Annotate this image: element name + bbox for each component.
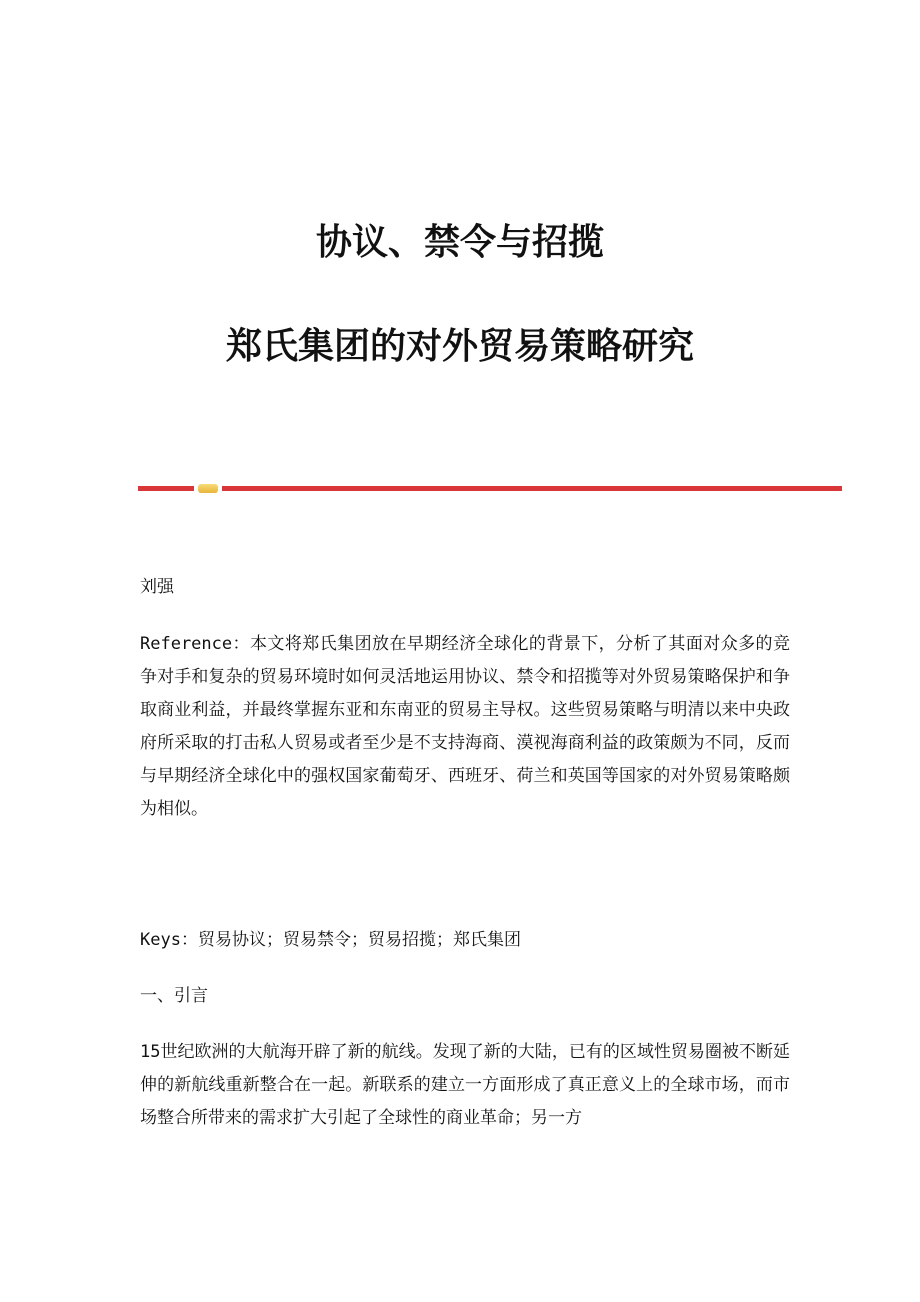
divider-ornament-icon — [198, 484, 218, 493]
author-name: 刘强 — [140, 577, 174, 597]
keywords — [140, 924, 790, 957]
divider-left-bar — [138, 486, 194, 491]
title-divider — [138, 484, 842, 494]
divider-right-bar — [222, 486, 842, 491]
keywords-label: Keys： — [140, 930, 198, 950]
abstract — [140, 628, 790, 826]
keywords-text: 贸易协议；贸易禁令；贸易招揽；郑氏集团 — [197, 930, 521, 950]
section-heading: 一、引言 — [140, 986, 208, 1006]
title-line-1: 协议、禁令与招揽 — [315, 221, 604, 263]
intro-paragraph: 15世纪欧洲的大航海开辟了新的航线。发现了新的大陆，已有的区域性贸易圈被不断延伸的新航线重新整合在一起。新联系的建立一方面形成了真正意义上的全球市场，而市场整合所带来的需求扩大引起了全球性的商业革命；另一方 — [140, 1042, 790, 1128]
abstract-label: Reference： — [140, 634, 250, 654]
abstract-text: 本文将郑氏集团放在早期经济全球化的背景下，分析了其面对众多的竞争对手和复杂的贸易环境时如何灵活地运用协议、禁令和招揽等对外贸易策略保护和争取商业利益，并最终掌握东亚和东南亚的贸易主导权。这些贸易策略与明清以来中央政府所采取的打击私人贸易或者至少是不支持海商、漠视海商利益的政策颇为不同，反而与早期经济全球化中的强权国家葡萄牙、西班牙、荷兰和英国等国家的对外贸易策略颇为相似。 — [140, 634, 790, 819]
title-line-2: 郑氏集团的对外贸易策略研究 — [225, 325, 694, 367]
